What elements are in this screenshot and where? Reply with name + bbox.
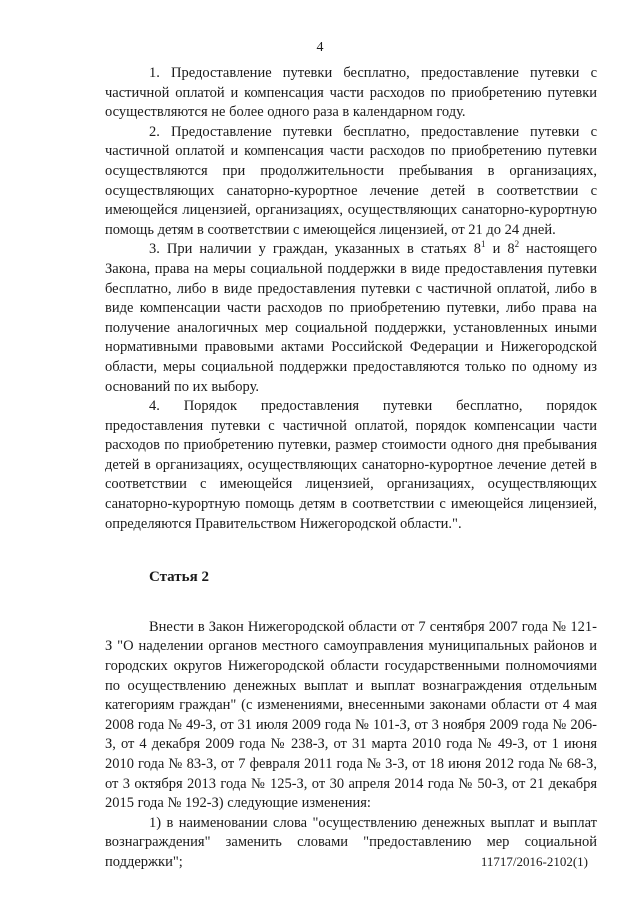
paragraph-4: 4. Порядок предоставления путевки бесплатно, порядок предоставления путевки с частичной оплатой, порядок компенсации части расходов по приобретению путевки, размер стоимости одного дня пребывания детей в организациях, осуществляющих санаторно-курортное лечение детей в соответствии с имеющейся лицензией, организациях, осуществляющих санаторно-курортную помощь детям в соответствии с имеющейся лицензией, определяются Правительством Нижегородской области.". [105, 398, 597, 532]
document-code: 11717/2016-2102(1) [480, 854, 588, 869]
spacer [105, 588, 597, 618]
paragraph-2: 2. Предоставление путевки бесплатно, предоставление путевки с частичной оплатой и компенсация части расходов по приобретению путевки осуществляются при продолжительности пребывания в организациях, осуществляющих санаторно-курортное лечение детей в соответствии с имеющейся лицензией, организациях, осуществляющих санаторно-курортную помощь детям в соответствии с имеющейся лицензией, от 21 до 24 дней. [105, 123, 597, 238]
paragraph-1: 1. Предоставление путевки бесплатно, предоставление путевки с частичной оплатой и компенсация части расходов по приобретению путевки осуществляются не более одного раза в календарном году. [105, 65, 597, 121]
paragraph-3-end: настоящего Закона, права на меры социальной поддержки в виде предоставления путевки бесплатно, либо в виде предоставления путевки с частичной оплатой, либо в виде компенсации части расходов по приобретению путевки, либо права на получение аналогичных мер социальной поддержки, установленных иными нормативными правовыми актами Российской Федерации и Нижегородской области, меры социальной поддержки предоставляются только по одному из оснований по их выбору. [105, 241, 598, 395]
paragraph-3-start: 3. При наличии у граждан, указанных в статьях 8 [149, 241, 482, 258]
page-number: 4 [316, 40, 324, 55]
article-2-intro: Внести в Закон Нижегородской области от 7 сентября 2007 года № 121-З "О наделении органов местного самоуправления муниципальных районов и городских округов Нижегородской области государственными полномочиями по осуществлению денежных выплат и выплат вознаграждения отдельным категориям граждан" (с изменениями, внесенными законами области от 4 мая 2008 года № 49-З, от 31 июля 2009 года № 101-З, от 3 ноября 2009 года № 206-З, от 4 декабря 2009 года № 238-З, от 31 марта 2010 года № 49-З, от 1 июня 2010 года № 83-З, от 7 февраля 2011 года № 3-З, от 18 июня 2012 года № 68-З, от 3 октября 2013 года № 125-З, от 30 апреля 2014 года № 50-З, от 21 декабря 2015 года № 192-З) следующие изменения: [105, 618, 597, 812]
superscript-1: 1 [481, 239, 486, 250]
article-2-heading: Статья 2 [149, 569, 209, 586]
paragraph-3-middle: и 8 [485, 241, 515, 258]
superscript-2: 2 [514, 239, 520, 250]
article-2-item-1: 1) в наименовании слова "осуществлению денежных выплат и выплат вознаграждения" заменить словами "предоставлению мер социальной поддержки"; [105, 814, 597, 870]
paragraph-3 [105, 240, 597, 397]
document-body [105, 64, 597, 873]
